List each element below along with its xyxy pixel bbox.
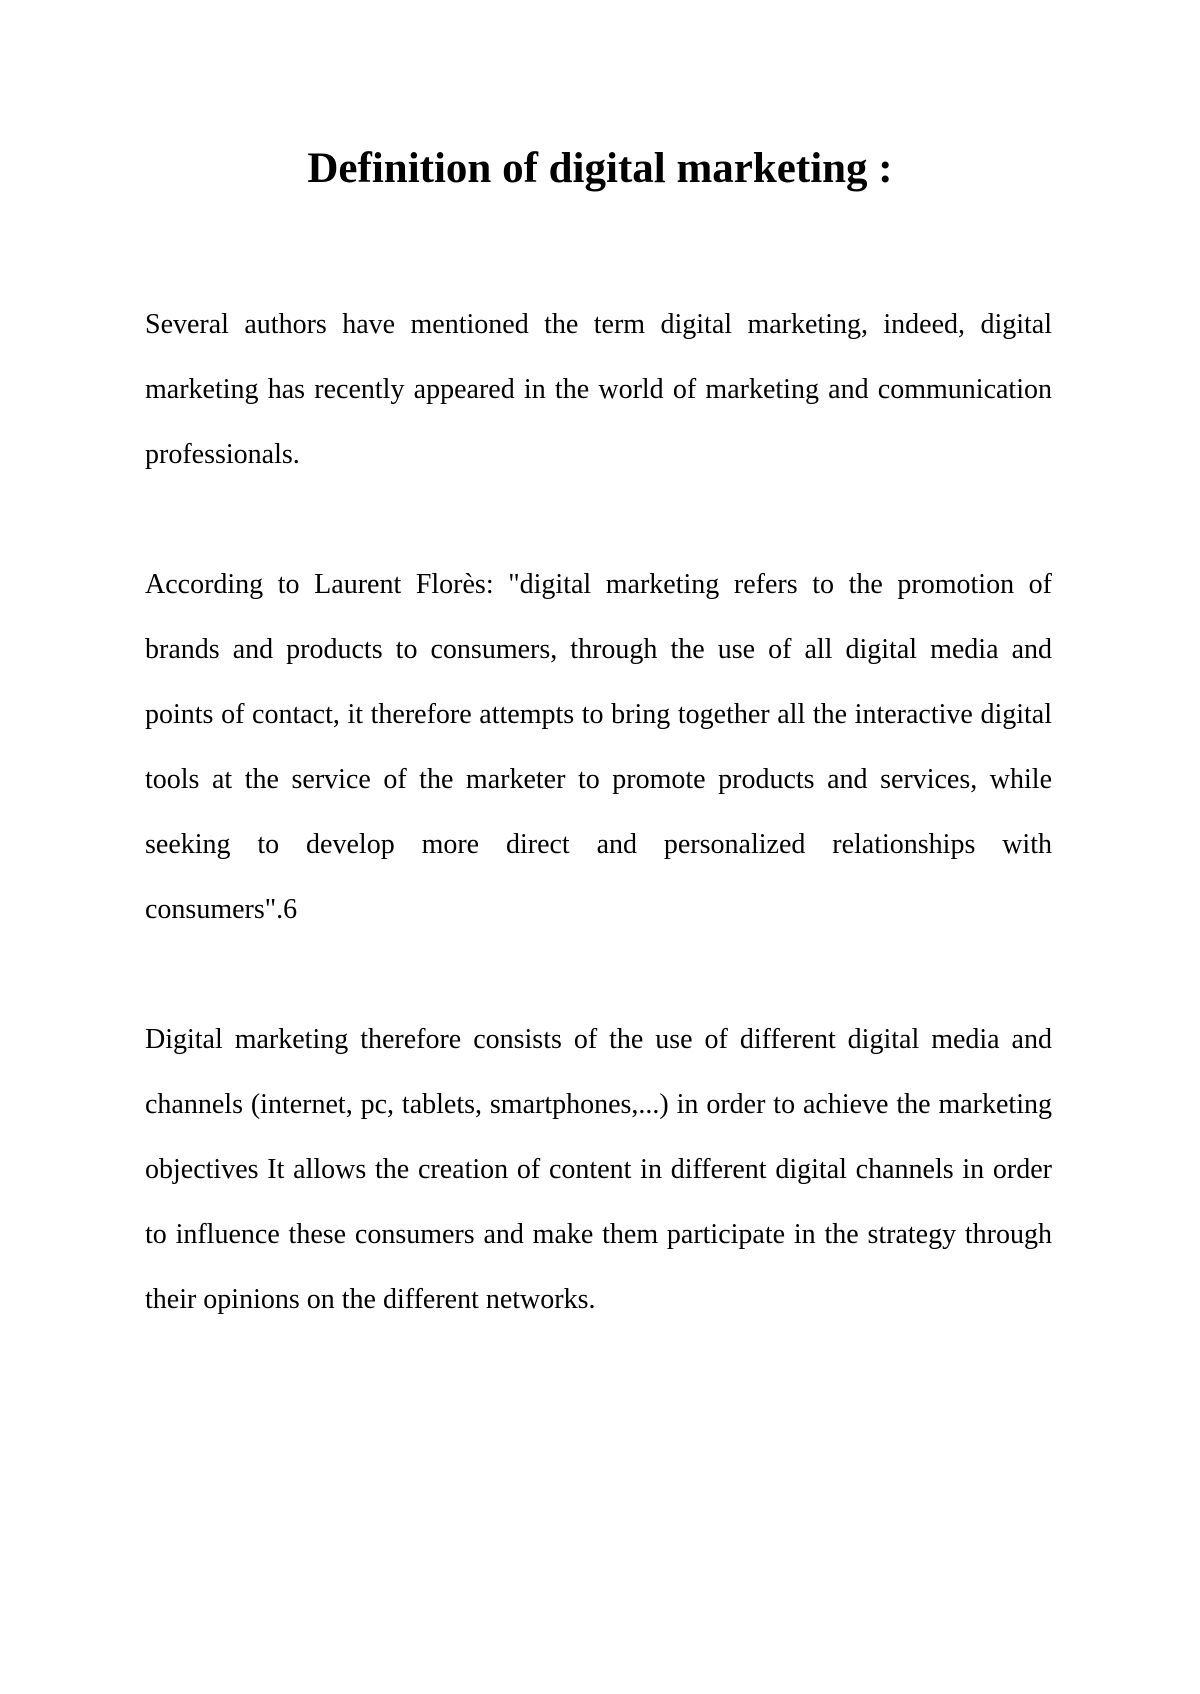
text-line: seeking to develop more direct and personalized relationships with: [145, 829, 1052, 860]
paragraph-intro: [145, 292, 1052, 487]
paragraph-quote: [145, 552, 1052, 942]
document-body: [145, 292, 1052, 1332]
text-line: their opinions on the different networks.: [145, 1284, 596, 1315]
text-line: Digital marketing therefore consists of the use of different digital media and: [145, 1024, 1052, 1055]
text-line: brands and products to consumers, through the use of all digital media and: [145, 634, 1052, 665]
text-line: marketing has recently appeared in the world of marketing and communication: [145, 374, 1052, 405]
text-line: to influence these consumers and make them participate in the strategy through: [145, 1219, 1052, 1250]
text-line: professionals.: [145, 439, 300, 470]
paragraph-conclusion: [145, 1007, 1052, 1332]
text-line: consumers".6: [145, 894, 298, 925]
text-line: objectives It allows the creation of content in different digital channels in order: [145, 1154, 1052, 1185]
text-line: According to Laurent Florès: "digital marketing refers to the promotion of: [145, 569, 1052, 600]
text-line: Several authors have mentioned the term digital marketing, indeed, digital: [145, 309, 1052, 340]
text-line: channels (internet, pc, tablets, smartphones,...) in order to achieve the marketing: [145, 1089, 1052, 1120]
text-line: points of contact, it therefore attempts to bring together all the interactive digital: [145, 699, 1052, 730]
document-title: Definition of digital marketing :: [307, 145, 893, 192]
text-line: tools at the service of the marketer to promote products and services, while: [145, 764, 1052, 795]
